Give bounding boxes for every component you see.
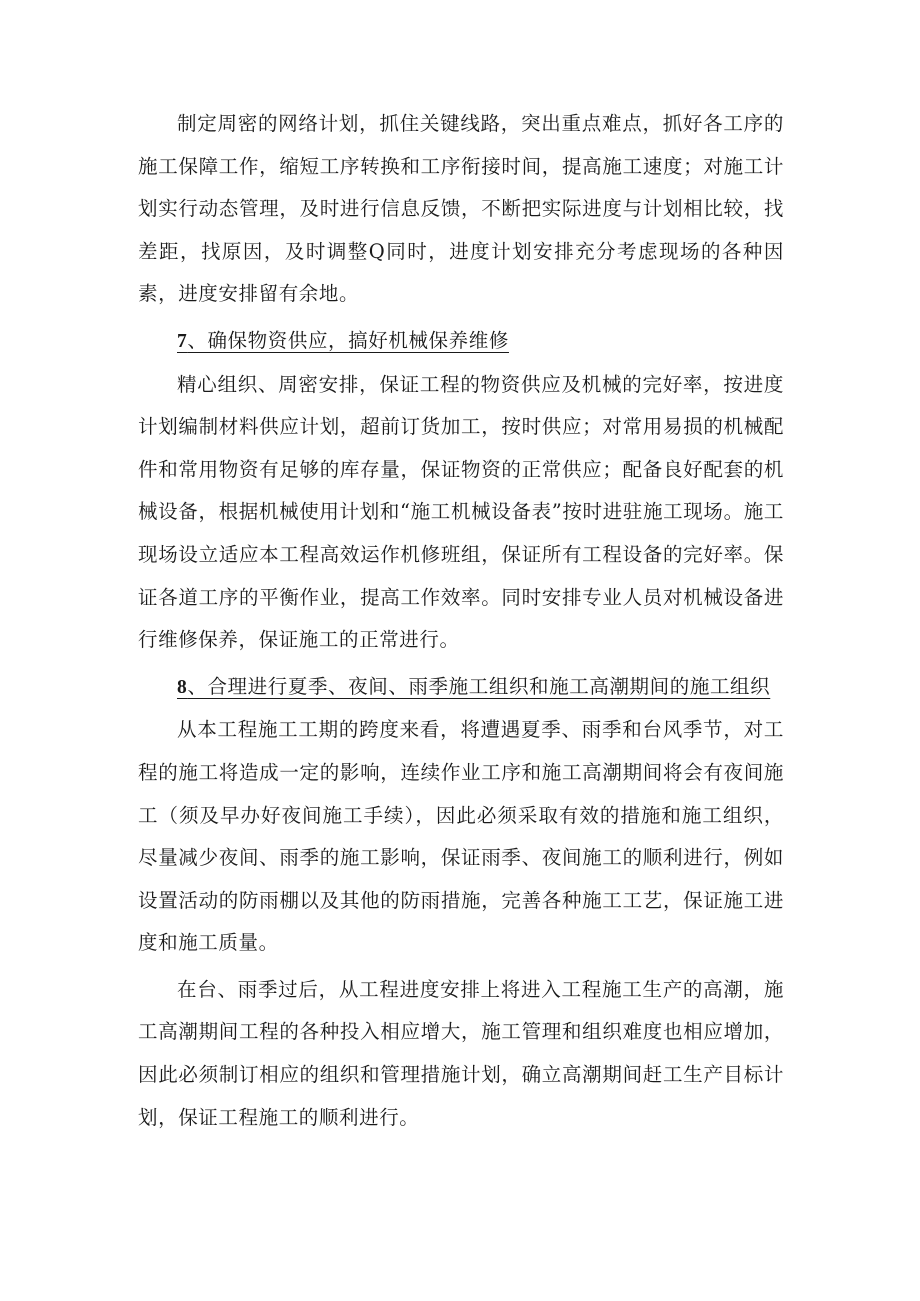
section-title-7: 、确保物资供应，搞好机械保养维修: [187, 328, 509, 352]
section-heading-8-underline: [177, 675, 770, 698]
section-number-7: 7: [177, 330, 188, 352]
document-page: [138, 103, 784, 1139]
section-heading-7-underline: [177, 329, 509, 352]
paragraph-network-plan: 制定周密的网络计划，抓住关键线路，突出重点难点，抓好各工序的施工保障工作，缩短工序转换和工序衔接时间，提高施工速度；对施工计划实行动态管理，及时进行信息反馈，不断把实际进度与计划相比较，找差距，找原因，及时调整Q同时，进度计划安排充分考虑现场的各种因素，进度安排留有余地。: [138, 112, 784, 306]
section-heading-8: [138, 666, 784, 710]
paragraph-peak-period: 在台、雨季过后，从工程进度安排上将进入工程施工生产的高潮，施工高潮期间工程的各种投入相应增大，施工管理和组织难度也相应增加，因此必须制订相应的组织和管理措施计划，确立高潮期间赶工生产目标计划，保证工程施工的顺利进行。: [138, 977, 784, 1129]
section-title-8: 、合理进行夏季、夜间、雨季施工组织和施工高潮期间的施工组织: [187, 674, 771, 698]
section-heading-7: [138, 320, 784, 364]
paragraph-material-supply: 精心组织、周密安排，保证工程的物资供应及机械的完好率，按进度计划编制材料供应计划，超前订货加工，按时供应；对常用易损的机械配件和常用物资有足够的库存量，保证物资的正常供应；配备良好配套的机械设备，根据机械使用计划和“施工机械设备表”按时进驻施工现场。施工现场设立适应本工程高效运作机修班组，保证所有工程设备的完好率。保证各道工序的平衡作业，提高工作效率。同时安排专业人员对机械设备进行维修保养，保证施工的正常进行。: [138, 372, 784, 652]
paragraph-seasonal-construction: 从本工程施工工期的跨度来看，将遭遇夏季、雨季和台风季节，对工程的施工将造成一定的影响，连续作业工序和施工高潮期间将会有夜间施工（须及早办好夜间施工手续），因此必须采取有效的措施和施工组织，尽量减少夜间、雨季的施工影响，保证雨季、夜间施工的顺利进行，例如设置活动的防雨棚以及其他的防雨措施，完善各种施工工艺，保证施工进度和施工质量。: [138, 718, 784, 955]
section-number-8: 8: [177, 676, 188, 698]
